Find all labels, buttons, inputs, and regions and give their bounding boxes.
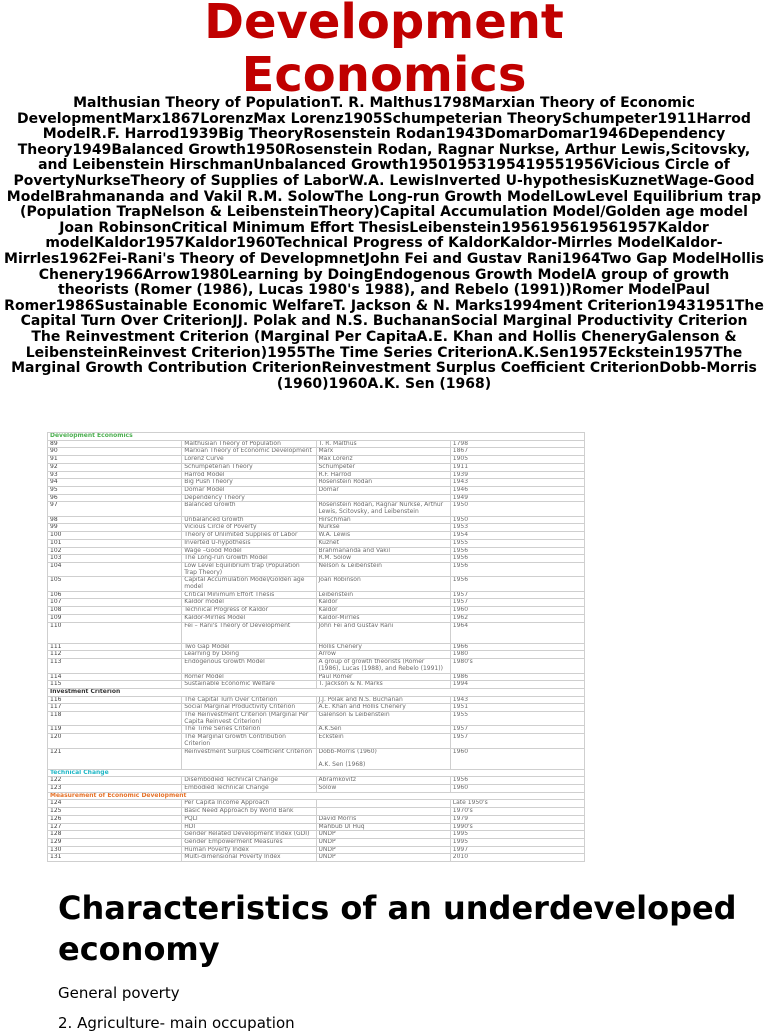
table-cell-number: 120 <box>48 734 182 748</box>
table-cell-theory: Technical Progress of Kaldor <box>182 607 316 615</box>
table-cell-theory: Human Poverty Index <box>182 846 316 854</box>
table-cell-author: Eckstein <box>316 734 450 748</box>
table-cell-year: 1956 <box>450 562 584 576</box>
table-row <box>48 748 585 769</box>
table-section-label: Measurement of Economic Development <box>48 792 585 800</box>
table-cell-author: UNDP <box>316 854 450 862</box>
table-cell-author: Galenson & Leibenstein <box>316 712 450 726</box>
table-cell-number: 111 <box>48 643 182 651</box>
table-cell-number: 90 <box>48 448 182 456</box>
table-cell-year: 1949 <box>450 494 584 502</box>
table-row <box>48 524 585 532</box>
table-cell-author: Kaldor <box>316 607 450 615</box>
table-cell-number: 128 <box>48 831 182 839</box>
table-cell-number: 113 <box>48 659 182 673</box>
table-row <box>48 854 585 862</box>
table-row <box>48 659 585 673</box>
table-cell-number: 109 <box>48 614 182 622</box>
table-row <box>48 456 585 464</box>
table-cell-author: Hirschman <box>316 516 450 524</box>
table-cell-theory: Critical Minimum Effort Thesis <box>182 591 316 599</box>
table-cell-number: 124 <box>48 800 182 808</box>
table-cell-number: 101 <box>48 539 182 547</box>
table-row <box>48 673 585 681</box>
table-cell-year: 1964 <box>450 622 584 643</box>
table-cell-year: 1957 <box>450 599 584 607</box>
table-cell-number: 106 <box>48 591 182 599</box>
table-row <box>48 479 585 487</box>
table-cell-theory: Kaldor model <box>182 599 316 607</box>
table-cell-number: 96 <box>48 494 182 502</box>
table-row <box>48 502 585 516</box>
table-row <box>48 607 585 615</box>
theories-table-image <box>47 432 585 866</box>
table-row <box>48 681 585 689</box>
table-cell-year: 1962 <box>450 614 584 622</box>
section-heading: Characteristics of an underdeveloped economy <box>58 889 737 968</box>
table-cell-author: T. R. Malthus <box>316 440 450 448</box>
table-cell-year: 1957 <box>450 734 584 748</box>
table-cell-year: Late 1950's <box>450 800 584 808</box>
table-cell-author: Kuznet <box>316 539 450 547</box>
table-row <box>48 777 585 785</box>
table-section-label: Development Economics <box>48 433 585 441</box>
table-cell-year: 1911 <box>450 463 584 471</box>
table-section-row <box>48 688 585 696</box>
table-cell-theory: Sustainable Economic Welfare <box>182 681 316 689</box>
table-row <box>48 599 585 607</box>
table-row <box>48 785 585 793</box>
table-row <box>48 838 585 846</box>
table-cell-author: R.M. Solow <box>316 555 450 563</box>
table-cell-number: 130 <box>48 846 182 854</box>
table-cell-author: Paul Romer <box>316 673 450 681</box>
table-cell-year: 1956 <box>450 777 584 785</box>
table-cell-year: 1957 <box>450 726 584 734</box>
table-cell-number: 92 <box>48 463 182 471</box>
table-cell-theory: Fei – Rani's Theory of Development <box>182 622 316 643</box>
table-row <box>48 712 585 726</box>
table-cell-number: 103 <box>48 555 182 563</box>
table-cell-number: 122 <box>48 777 182 785</box>
table-cell-author: Mahbub Ul Huq <box>316 823 450 831</box>
table-cell-author: Schumpeter <box>316 463 450 471</box>
table-cell-year: 1798 <box>450 440 584 448</box>
table-cell-year: 1943 <box>450 479 584 487</box>
table-row <box>48 562 585 576</box>
table-section-label: Investment Criterion <box>48 688 585 696</box>
table-cell-author: A.E. Khan and Hollis Chenery <box>316 704 450 712</box>
table-cell-theory: The Long-run Growth Model <box>182 555 316 563</box>
table-cell-number: 129 <box>48 838 182 846</box>
table-cell-author: UNDP <box>316 831 450 839</box>
table-cell-theory: Wage –Good Model <box>182 547 316 555</box>
table-cell-number: 107 <box>48 599 182 607</box>
table-cell-theory: PQLI <box>182 815 316 823</box>
table-row <box>48 614 585 622</box>
table-cell-theory: Multi-dimensional Poverty Index <box>182 854 316 862</box>
summary-paragraph: Malthusian Theory of PopulationT. R. Malthus1798Marxian Theory of Economic DevelopmentMarx1867LorenzMax Lorenz1905Schumpeterian TheorySchumpeter1911Harrod ModelR.F. Harrod1939Big TheoryRosenstein Rodan1943DomarDomar1946Dependency Theory1949Balanced Growth1950Rosenstein Rodan, Ragnar Nurkse, Arthur Lewis,Scitovsky, and Leibenstein HirschmanUnbalanced Growth19501953195419551956Vicious Circle of PovertyNurkseTheory of Supplies of LaborW.A. LewisInverted U-hypothesisKuznetWage-Good ModelBrahmananda and Vakil R.M. SolowThe Long-run Growth ModelLowLevel Equilibrium trap (Population TrapNelson & LeibensteinTheory)Capital Accumulation Model/Golden age model Joan RobinsonCritical Minimum Effort ThesisLeibenstein1956195619561957Kaldor modelKaldor1957Kaldor1960Technical Progress of KaldorKaldor-Mirrles ModelKaldor-Mirrles1962Fei-Rani's Theory of DevelopmnetJohn Fei and Gustav Rani1964Two Gap ModelHollis Chenery1966Arrow1980Learning by DoingEndogenous Growth ModelA group of growth theorists (Romer (1986), Lucas 1980's 1988), and Rebelo (1991))Romer ModelPaul Romer1986Sustainable Economic WelfareT. Jackson & N. Marks1994ment Criterion19431951The Capital Turn Over CriterionJJ. Polak and N.S. BuchananSocial Marginal Productivity Criterion The Reinvestment Criterion (Marginal Per CapitaA.E. Khan and Hollis CheneryGalenson & LeibensteinReinvest Criterion)1955The Time Series CriterionA.K.Sen1957Eckstein1957The Marginal Growth Contribution CriterionReinvestment Surplus Coefficient CriterionDobb-Morris (1960)1960A.K. Sen (1968) <box>4 95 764 392</box>
table-cell-number: 99 <box>48 524 182 532</box>
table-cell-year: 1960 <box>450 748 584 769</box>
table-cell-number: 105 <box>48 577 182 591</box>
table-cell-year: 1950 <box>450 502 584 516</box>
table-cell-author: UNDP <box>316 838 450 846</box>
table-cell-theory: Dependency Theory <box>182 494 316 502</box>
table-cell-theory: Harrod Model <box>182 471 316 479</box>
table-row <box>48 440 585 448</box>
table-cell-year: 1956 <box>450 577 584 591</box>
table-row <box>48 532 585 540</box>
table-row <box>48 622 585 643</box>
table-cell-number: 127 <box>48 823 182 831</box>
theories-table <box>47 432 585 862</box>
table-cell-year: 1960 <box>450 607 584 615</box>
table-cell-theory: Domar Model <box>182 486 316 494</box>
table-cell-number: 108 <box>48 607 182 615</box>
table-cell-theory: Per Capita Income Approach <box>182 800 316 808</box>
table-cell-year: 1990's <box>450 823 584 831</box>
table-cell-number: 119 <box>48 726 182 734</box>
table-row <box>48 555 585 563</box>
table-cell-theory: Embodied Technical Change <box>182 785 316 793</box>
table-cell-number: 121 <box>48 748 182 769</box>
table-cell-author: John Fei and Gustav Rani <box>316 622 450 643</box>
table-cell-author: Nelson & Leibenstein <box>316 562 450 576</box>
table-cell-author: Kaldor-Mirrles <box>316 614 450 622</box>
table-cell-theory: The Capital Turn Over Criterion <box>182 696 316 704</box>
table-row <box>48 808 585 816</box>
table-cell-year: 1966 <box>450 643 584 651</box>
table-cell-year: 1943 <box>450 696 584 704</box>
title-line-2: Economics <box>241 47 527 103</box>
table-cell-author: Joan Robinson <box>316 577 450 591</box>
table-cell-author: Abramkovitz <box>316 777 450 785</box>
table-cell-number: 115 <box>48 681 182 689</box>
table-cell-author: Arrow <box>316 651 450 659</box>
table-row <box>48 800 585 808</box>
table-cell-number: 102 <box>48 547 182 555</box>
table-cell-number: 117 <box>48 704 182 712</box>
table-cell-year: 2010 <box>450 854 584 862</box>
table-cell-number: 104 <box>48 562 182 576</box>
table-cell-theory: Kaldor-Mirrles Model <box>182 614 316 622</box>
table-cell-number: 110 <box>48 622 182 643</box>
table-cell-author: T. Jackson & N. Marks <box>316 681 450 689</box>
table-cell-year: 1995 <box>450 831 584 839</box>
table-cell-theory: Endogenous Growth Model <box>182 659 316 673</box>
table-cell-theory: Lorenz Curve <box>182 456 316 464</box>
table-cell-theory: Reinvestment Surplus Coefficient Criterion <box>182 748 316 769</box>
table-cell-number: 91 <box>48 456 182 464</box>
table-row <box>48 726 585 734</box>
table-cell-theory: Capital Accumulation Model/Golden age model <box>182 577 316 591</box>
table-cell-number: 89 <box>48 440 182 448</box>
table-cell-author: Domar <box>316 486 450 494</box>
table-cell-number: 116 <box>48 696 182 704</box>
table-row <box>48 471 585 479</box>
table-cell-year: 1867 <box>450 448 584 456</box>
table-cell-author <box>316 494 450 502</box>
table-cell-author <box>316 800 450 808</box>
paragraph-general-poverty: General poverty <box>58 984 180 1002</box>
table-cell-theory: Two Gap Model <box>182 643 316 651</box>
table-cell-year: 1956 <box>450 555 584 563</box>
table-cell-year: 1955 <box>450 712 584 726</box>
title-line-1: Development <box>204 0 564 50</box>
table-cell-year: 1980 <box>450 651 584 659</box>
table-row <box>48 591 585 599</box>
table-cell-number: 95 <box>48 486 182 494</box>
table-row <box>48 651 585 659</box>
table-cell-author: R.F. Harrod <box>316 471 450 479</box>
table-cell-number: 98 <box>48 516 182 524</box>
table-cell-author: Dobb-Morris (1960) A.K. Sen (1968) <box>316 748 450 769</box>
table-row <box>48 643 585 651</box>
table-cell-year: 1986 <box>450 673 584 681</box>
table-cell-year: 1953 <box>450 524 584 532</box>
table-cell-theory: The Marginal Growth Contribution Criterion <box>182 734 316 748</box>
table-cell-theory: Balanced Growth <box>182 502 316 516</box>
table-section-label: Technical Change <box>48 769 585 777</box>
table-row <box>48 831 585 839</box>
table-cell-theory: The Time Series Criterion <box>182 726 316 734</box>
table-cell-theory: Inverted U-hypothesis <box>182 539 316 547</box>
table-row <box>48 494 585 502</box>
table-row <box>48 448 585 456</box>
table-cell-author: Rosenstein Rodan <box>316 479 450 487</box>
table-cell-number: 112 <box>48 651 182 659</box>
table-row <box>48 547 585 555</box>
table-cell-theory: The Reinvestment Criterion (Marginal Per Capita Reinvest Criterion) <box>182 712 316 726</box>
table-cell-theory: Marxian Theory of Economic Development <box>182 448 316 456</box>
table-cell-theory: Social Marginal Productivity Criterion <box>182 704 316 712</box>
table-cell-theory: HDI <box>182 823 316 831</box>
table-cell-theory: Gender Empowerment Measures <box>182 838 316 846</box>
table-row <box>48 486 585 494</box>
table-row <box>48 846 585 854</box>
table-row <box>48 823 585 831</box>
table-cell-author: Max Lorenz <box>316 456 450 464</box>
table-cell-year: 1951 <box>450 704 584 712</box>
table-cell-author: A group of growth theorists (Romer (1986), Lucas (1988), and Rebelo (1991)) <box>316 659 450 673</box>
table-cell-author: W.A. Lewis <box>316 532 450 540</box>
table-cell-number: 123 <box>48 785 182 793</box>
table-cell-year: 1946 <box>450 486 584 494</box>
table-cell-number: 94 <box>48 479 182 487</box>
table-cell-theory: Romer Model <box>182 673 316 681</box>
table-cell-author: Marx <box>316 448 450 456</box>
table-cell-year: 1950 <box>450 516 584 524</box>
table-cell-author: Leibenstein <box>316 591 450 599</box>
table-row <box>48 704 585 712</box>
table-cell-author: UNDP <box>316 846 450 854</box>
table-cell-theory: Basic Need Approach by World Bank <box>182 808 316 816</box>
table-cell-theory: Malthusian Theory of Population <box>182 440 316 448</box>
table-cell-theory: Learning by Doing <box>182 651 316 659</box>
table-cell-number: 100 <box>48 532 182 540</box>
table-cell-year: 1960 <box>450 785 584 793</box>
table-section-row <box>48 792 585 800</box>
table-cell-year: 1956 <box>450 547 584 555</box>
table-row <box>48 734 585 748</box>
table-row <box>48 463 585 471</box>
table-cell-year: 1957 <box>450 591 584 599</box>
table-cell-author: Rosenstein Rodan, Ragnar Nurkse, Arthur Lewis, Scitovsky, and Leibenstein <box>316 502 450 516</box>
table-row <box>48 696 585 704</box>
table-cell-year: 1954 <box>450 532 584 540</box>
table-cell-theory: Disembodied Technical Change <box>182 777 316 785</box>
table-cell-number: 125 <box>48 808 182 816</box>
table-section-row <box>48 433 585 441</box>
table-cell-author: A.K.Sen <box>316 726 450 734</box>
theories-table-body <box>48 433 585 862</box>
table-cell-author: David Morris <box>316 815 450 823</box>
table-row <box>48 539 585 547</box>
table-cell-author: J.J. Polak and N.S. Buchanan <box>316 696 450 704</box>
page-title <box>0 0 768 102</box>
table-cell-theory: Low Level Equilibrium trap (Population Trap Theory) <box>182 562 316 576</box>
table-cell-number: 118 <box>48 712 182 726</box>
table-cell-theory: Gender Related Development Index (GDI) <box>182 831 316 839</box>
table-cell-theory: Unbalanced Growth <box>182 516 316 524</box>
table-cell-theory: Vicious Circle of Poverty <box>182 524 316 532</box>
table-cell-number: 114 <box>48 673 182 681</box>
table-cell-year: 1979 <box>450 815 584 823</box>
table-cell-year: 1970's <box>450 808 584 816</box>
table-cell-author: Nurkse <box>316 524 450 532</box>
table-cell-author <box>316 808 450 816</box>
table-cell-year: 1995 <box>450 838 584 846</box>
table-section-row <box>48 769 585 777</box>
table-cell-year: 1939 <box>450 471 584 479</box>
table-row <box>48 577 585 591</box>
table-cell-year: 1955 <box>450 539 584 547</box>
table-cell-year: 1980's <box>450 659 584 673</box>
paragraph-agriculture: 2. Agriculture- main occupation <box>58 1014 295 1032</box>
table-cell-year: 1905 <box>450 456 584 464</box>
table-cell-theory: Schumpeterian Theory <box>182 463 316 471</box>
table-row <box>48 516 585 524</box>
table-cell-author: Kaldor <box>316 599 450 607</box>
table-cell-year: 1997 <box>450 846 584 854</box>
table-cell-author: Hollis Chenery <box>316 643 450 651</box>
table-cell-number: 93 <box>48 471 182 479</box>
table-cell-author: Solow <box>316 785 450 793</box>
table-cell-theory: Big Push Theory <box>182 479 316 487</box>
table-cell-year: 1994 <box>450 681 584 689</box>
table-row <box>48 815 585 823</box>
table-cell-author: Brahmananda and Vakil <box>316 547 450 555</box>
table-cell-number: 126 <box>48 815 182 823</box>
table-cell-number: 131 <box>48 854 182 862</box>
table-cell-theory: Theory of Unlimited Supplies of Labor <box>182 532 316 540</box>
table-cell-number: 97 <box>48 502 182 516</box>
